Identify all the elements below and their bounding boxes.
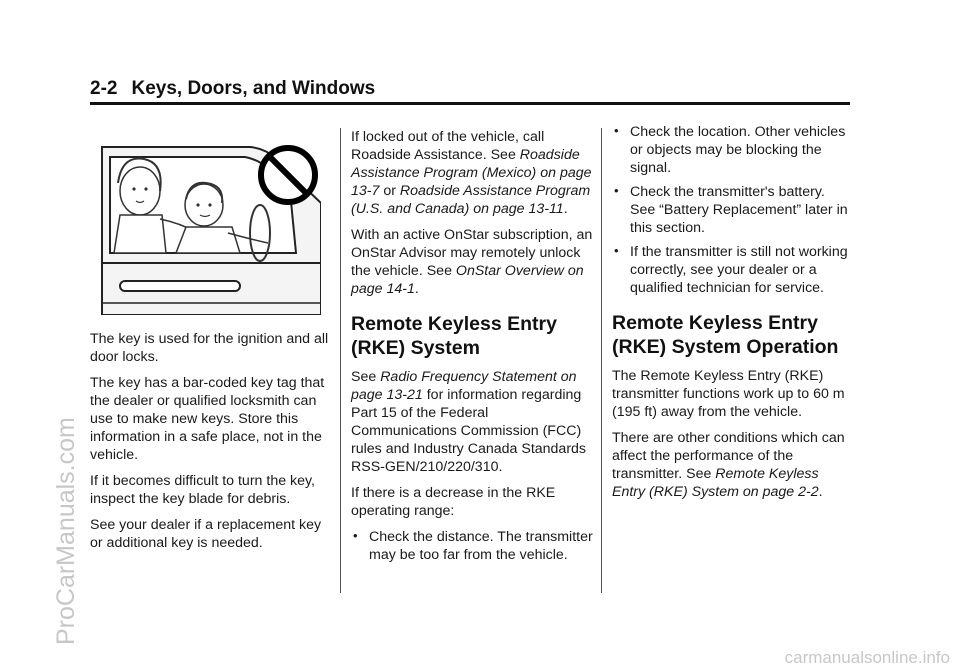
- paragraph: [351, 226, 595, 298]
- paragraph: If it becomes difficult to turn the key, inspect the key blade for debris.: [90, 473, 316, 507]
- list-item: • If the transmitter is still not working correctly, see your dealer or a qualified technician for service.: [612, 243, 852, 297]
- paragraph: See your dealer if a replacement key or additional key is needed.: [90, 517, 322, 551]
- column-2: [351, 128, 595, 570]
- column-divider: [601, 128, 602, 593]
- text: There are other conditions which can affect the performance of the transmitter. See: [612, 430, 845, 482]
- cross-reference-link[interactable]: Remote Keyless Entry (RKE) System on page 2-2: [612, 466, 819, 500]
- watermark-bottom: carmanualsonline.info: [784, 648, 950, 667]
- header-rule: [90, 102, 850, 105]
- paragraph: [351, 368, 595, 476]
- column-3: [612, 123, 852, 509]
- paragraph: [351, 128, 595, 218]
- list-item: • Check the transmitter's battery. See “Battery Replacement” later in this section.: [612, 183, 852, 237]
- paragraph: [612, 429, 852, 501]
- text: If locked out of the vehicle, call Roadside Assistance. See: [351, 129, 545, 163]
- section-heading: Remote Keyless Entry (RKE) System Operation: [612, 312, 839, 358]
- section-heading: Remote Keyless Entry (RKE) System: [351, 313, 557, 359]
- watermark-text: ProCarManuals.com: [52, 417, 80, 645]
- text: See: [351, 369, 381, 385]
- paragraph: The key has a bar-coded key tag that the dealer or qualified locksmith can use to make new keys. Store this information in a safe place, not in the vehicle.: [90, 375, 325, 463]
- page-number: 2-2: [90, 78, 118, 99]
- list-item: • Check the location. Other vehicles or objects may be blocking the signal.: [612, 123, 852, 177]
- bullet-list: [612, 123, 852, 297]
- text: for information regarding Part 15 of the Federal Communications Commission (FCC) rules and Industry Canada Standards RSS-GEN/210/220/310.: [351, 387, 587, 475]
- bullet-list: [351, 528, 595, 564]
- cross-reference-link[interactable]: Roadside Assistance Program (U.S. and Canada) on page 13-11: [351, 183, 591, 217]
- illustration-children-in-car: [100, 143, 321, 315]
- text: .: [563, 201, 568, 217]
- text: .: [818, 484, 823, 500]
- text: .: [414, 281, 419, 297]
- column-divider: [340, 128, 341, 593]
- text: or: [379, 183, 400, 199]
- cross-reference-link[interactable]: Radio Frequency Statement on page 13-21: [351, 369, 577, 403]
- page-header: [90, 78, 375, 100]
- list-item: • Check the distance. The transmitter may be too far from the vehicle.: [351, 528, 595, 564]
- cross-reference-link[interactable]: Roadside Assistance Program (Mexico) on page 13-7: [351, 147, 592, 199]
- column-1: [90, 330, 330, 560]
- cross-reference-link[interactable]: OnStar Overview on page 14-1: [351, 263, 584, 297]
- paragraph: If there is a decrease in the RKE operating range:: [351, 485, 556, 519]
- paragraph: The Remote Keyless Entry (RKE) transmitter functions work up to 60 m (195 ft) away from the vehicle.: [612, 368, 845, 420]
- text: With an active OnStar subscription, an OnStar Advisor may remotely unlock the vehicle. See: [351, 227, 593, 279]
- paragraph: The key is used for the ignition and all door locks.: [90, 331, 329, 365]
- section-title: Keys, Doors, and Windows: [131, 78, 376, 99]
